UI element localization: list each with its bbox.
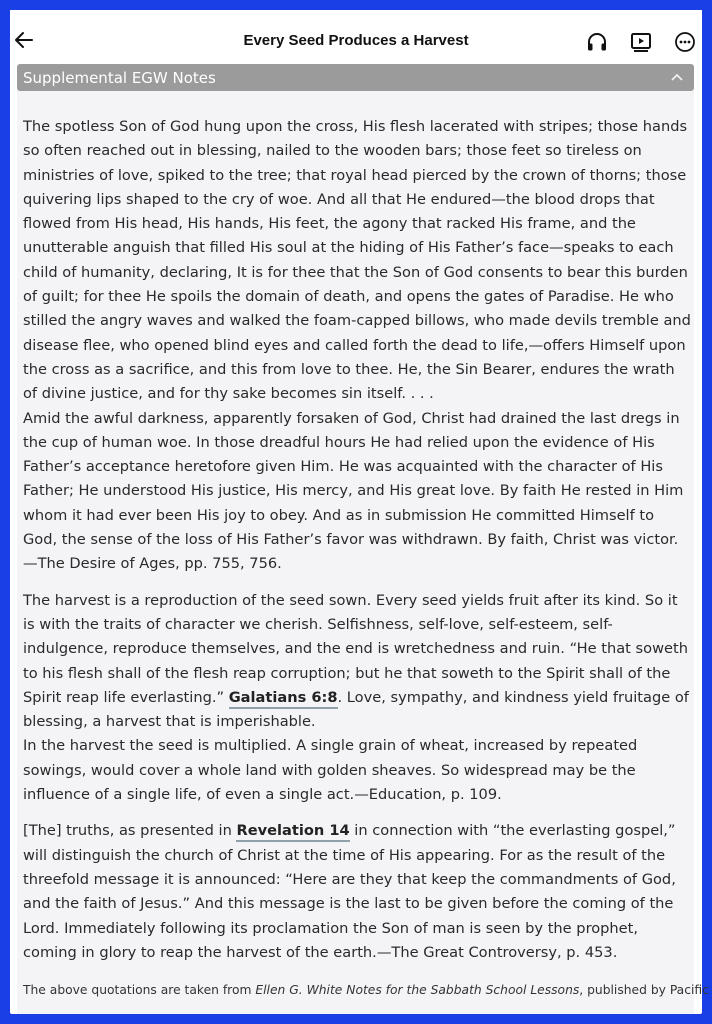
paragraph: The spotless Son of God hung upon the cross, His flesh lacerated with stripes; those hands so often reached out in blessing, nailed to the wooden bars; those feet so tireless on ministries of love, spiked to the tree; that royal head pierced by the crown of thorns; those quivering lips shaped to the cry of woe. And all that He endured—the blood drops that flowed from His head, His hands, His feet, the agony that racked His frame, and the unutterable anguish that filled His soul at the hiding of His Father’s face—speaks to each child of humanity, declaring, It is for thee that the Son of God consents to bear this burden of guilt; for thee He spoils the domain of death, and opens the gates of Paradise. He who stilled the angry waves and walked the foam-capped billows, who made devils tremble and disease flee, who opened blind eyes and called forth the dead to life,—offers Himself upon the cross as a sacrifice, and this from love to thee. He, the Sin Bearer, endures the wrath of divine justice, and for thy sake becomes sin itself. . . . <box>23 118 691 403</box>
footnote <box>23 981 709 999</box>
section-header[interactable] <box>17 64 694 91</box>
scripture-link-revelation[interactable]: Revelation 14 <box>236 822 349 842</box>
page-title: Every Seed Produces a Harvest <box>243 32 469 49</box>
section-title: Supplemental EGW Notes <box>23 69 216 87</box>
headphones-icon[interactable] <box>585 30 609 54</box>
text: [The] truths, as presented in <box>23 822 237 840</box>
text: , published by Pacific <box>579 983 709 998</box>
top-bar <box>10 10 702 64</box>
notes-panel <box>17 91 709 1014</box>
paragraph <box>23 589 691 735</box>
book-title: Ellen G. White Notes for the Sabbath School Lessons <box>255 983 580 998</box>
scripture-link-galatians[interactable]: Galatians 6:8 <box>229 689 338 709</box>
text: . Love, sympathy, and kindness yield fruitage of blessing, a harvest that is imperishable. <box>23 688 689 731</box>
paragraph: Amid the awful darkness, apparently forsaken of God, Christ had drained the last dregs in the cup of human woe. In those dreadful hours He had relied upon the evidence of His Father’s acceptance heretofore given Him. He was acquainted with the character of His Father; He understood His justice, His mercy, and His great love. By faith He rested in Him whom it had ever been His joy to obey. And as in submission He committed Himself to God, the sense of the loss of His Father’s favor was withdrawn. By faith, Christ was victor.—The Desire of Ages, pp. 755, 756. <box>23 409 684 573</box>
paragraph: In the harvest the seed is multiplied. A single grain of wheat, increased by repeated sowings, would cover a whole land with golden sheaves. So widespread may be the influence of a single life, of even a single act.—Education, p. 109. <box>23 737 638 804</box>
app-window <box>10 10 709 1014</box>
play-video-icon[interactable] <box>629 30 653 54</box>
paragraph <box>23 819 691 965</box>
notes-content <box>23 115 709 999</box>
text: The harvest is a reproduction of the seed sown. Every seed yields fruit after its kind. So it is with the traits of character we cherish. Selfishness, self-love, self-esteem, self-indulgence, reproduce themselves, and the end is wretchedness and ruin. “He that soweth to his flesh shall of the flesh reap corruption; but he that soweth to the Spirit shall of the Spirit reap life everlasting.” <box>23 591 688 706</box>
back-arrow-icon[interactable] <box>12 28 36 52</box>
text: in connection with “the everlasting gospel,” will distinguish the church of Christ at the time of His appearing. For as the result of the threefold message it is announced: “Here are they that keep the commandments of God, and the faith of Jesus.” And this message is the last to be given before the coming of the Lord. Immediately following its proclamation the Son of man is seen by the prophet, coming in glory to reap the harvest of the earth.—The Great Controversy, p. 453. <box>23 822 676 961</box>
text: The above quotations are taken from <box>23 983 256 998</box>
more-options-icon[interactable] <box>673 30 697 54</box>
chevron-up-icon[interactable] <box>670 71 684 83</box>
